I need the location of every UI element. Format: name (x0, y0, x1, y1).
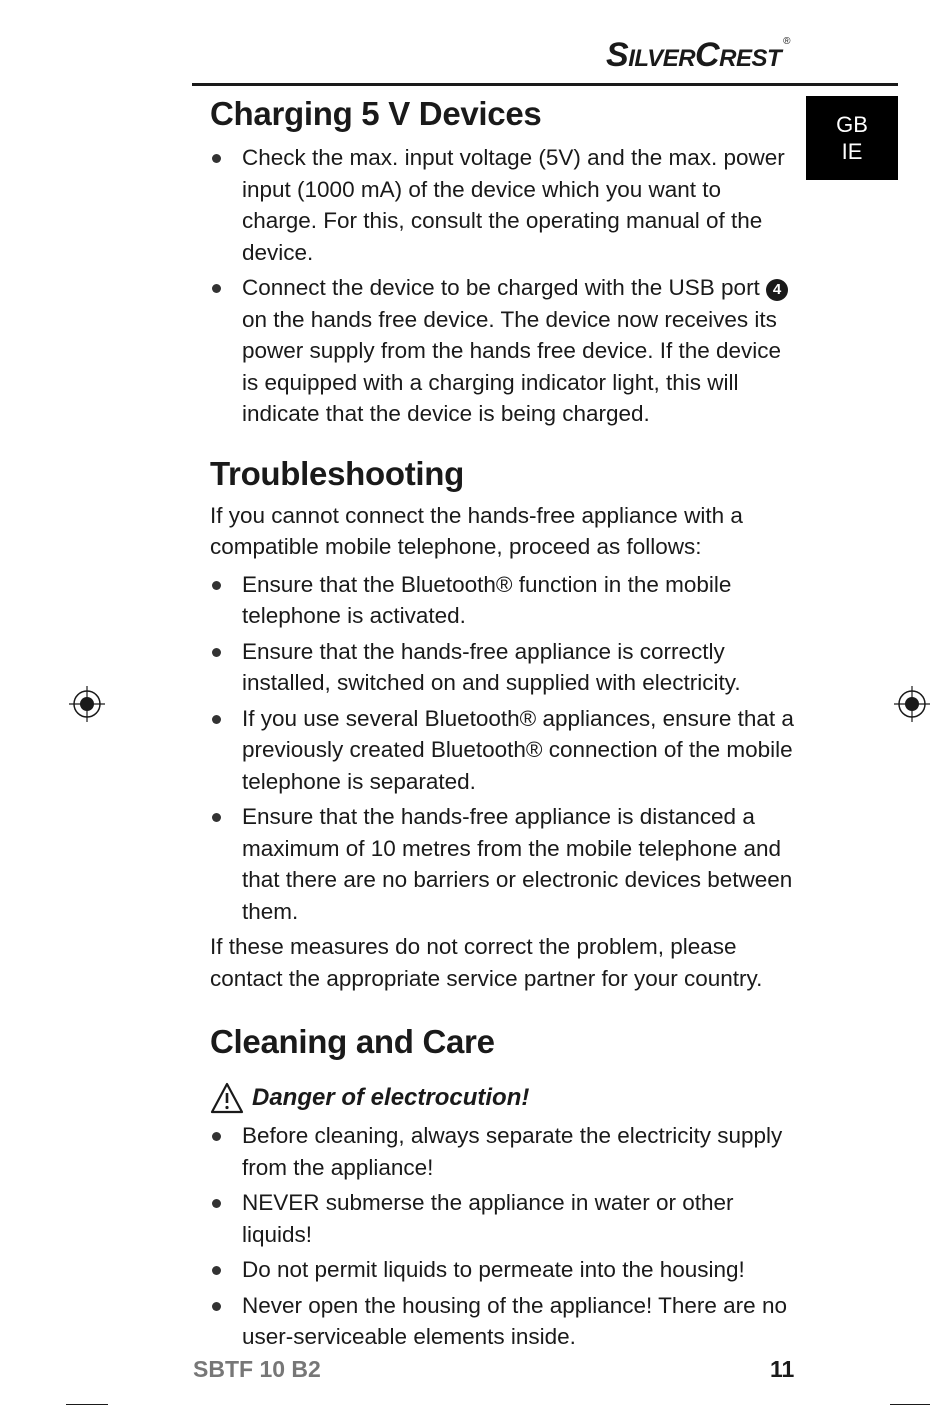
list-item: Ensure that the Bluetooth® function in the mobile telephone is activated. (210, 569, 800, 632)
warning-triangle-icon (210, 1082, 244, 1114)
bullet-icon (212, 581, 221, 590)
list-item: Connect the device to be charged with the USB port 4 on the hands free device. The device now receives its power supply from the hands free device. If the device is equipped with a charging indicator light, this will indicate that the device is being charged. (210, 272, 800, 430)
registration-mark-icon (894, 686, 930, 722)
troubleshooting-list (210, 569, 800, 928)
footer-model-number: SBTF 10 B2 (193, 1356, 321, 1382)
crop-mark (66, 1404, 108, 1405)
bullet-icon (212, 715, 221, 724)
section-title-cleaning: Cleaning and Care (210, 1023, 495, 1060)
brand-logo: SilverCrest ® (606, 36, 790, 74)
troubleshooting-intro: If you cannot connect the hands-free appliance with a compatible mobile telephone, proceed as follows: (210, 502, 743, 559)
danger-warning (210, 1082, 800, 1114)
bullet-icon (212, 1302, 221, 1311)
list-item: NEVER submerse the appliance in water or other liquids! (210, 1187, 800, 1250)
lang-ie: IE (841, 139, 863, 164)
page-number: 11 (770, 1356, 795, 1382)
list-item: Ensure that the hands-free appliance is correctly installed, switched on and supplied with electricity. (210, 636, 800, 699)
crop-mark (890, 1404, 930, 1405)
troubleshooting-outro: If these measures do not correct the problem, please contact the appropriate service partner for your country. (210, 934, 763, 991)
danger-text: Danger of electrocution! (252, 1084, 530, 1111)
charging-list (210, 142, 800, 430)
list-item: Check the max. input voltage (5V) and the max. power input (1000 mA) of the device which you want to charge. For this, consult the operating manual of the device. (210, 142, 800, 268)
cleaning-list (210, 1120, 800, 1353)
bullet-icon (212, 1132, 221, 1141)
list-item: Never open the housing of the appliance! There are no user-serviceable elements inside. (210, 1290, 800, 1353)
section-title-charging: Charging 5 V Devices (210, 95, 542, 132)
page-content (210, 92, 800, 1357)
list-item: If you use several Bluetooth® appliances, ensure that a previously created Bluetooth® connection of the mobile telephone is separated. (210, 703, 800, 798)
list-item: Before cleaning, always separate the electricity supply from the appliance! (210, 1120, 800, 1183)
bullet-icon (212, 1199, 221, 1208)
bullet-icon (212, 284, 221, 293)
header-rule (192, 83, 898, 86)
lang-gb: GB (836, 112, 868, 137)
usb-port-number-badge: 4 (766, 279, 788, 301)
bullet-icon (212, 813, 221, 822)
list-item: Ensure that the hands-free appliance is distanced a maximum of 10 metres from the mobile telephone and that there are no barriers or electronic devices between them. (210, 801, 800, 927)
bullet-icon (212, 154, 221, 163)
registration-mark-icon (69, 686, 105, 722)
bullet-icon (212, 1266, 221, 1275)
list-item: Do not permit liquids to permeate into the housing! (210, 1254, 800, 1286)
language-tab (806, 96, 898, 180)
bullet-icon (212, 648, 221, 657)
section-title-troubleshooting: Troubleshooting (210, 454, 464, 492)
